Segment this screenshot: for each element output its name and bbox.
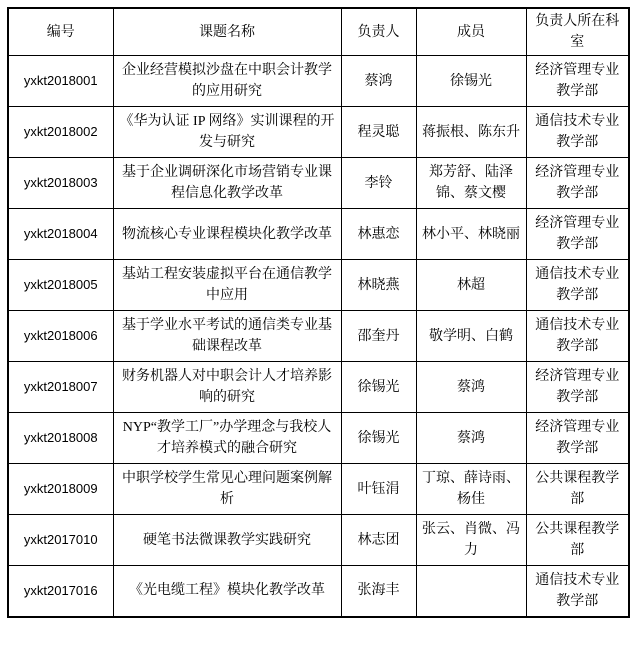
cell-title: 基于企业调研深化市场营销专业课程信息化教学改革: [113, 158, 341, 209]
table-row: [8, 158, 629, 209]
cell-dept: 经济管理专业教学部: [526, 209, 629, 260]
cell-id: yxkt2018009: [8, 464, 113, 515]
table-row: [8, 260, 629, 311]
cell-members: 郑芳舒、陆泽锦、蔡文樱: [416, 158, 526, 209]
column-header-dept: 负责人所在科室: [526, 8, 629, 56]
column-header-members: 成员: [416, 8, 526, 56]
table-row: [8, 209, 629, 260]
cell-leader: 李铃: [341, 158, 416, 209]
cell-id: yxkt2018002: [8, 107, 113, 158]
cell-id: yxkt2017010: [8, 515, 113, 566]
table-row: [8, 464, 629, 515]
cell-leader: 徐锡光: [341, 362, 416, 413]
cell-leader: 林晓燕: [341, 260, 416, 311]
table-row: [8, 362, 629, 413]
cell-title: 《华为认证 IP 网络》实训课程的开发与研究: [113, 107, 341, 158]
cell-dept: 经济管理专业教学部: [526, 362, 629, 413]
column-header-title: 课题名称: [113, 8, 341, 56]
table-row: [8, 311, 629, 362]
cell-title: 基站工程安装虚拟平台在通信教学中应用: [113, 260, 341, 311]
cell-title: 企业经营模拟沙盘在中职会计教学的应用研究: [113, 56, 341, 107]
cell-id: yxkt2018007: [8, 362, 113, 413]
cell-leader: 邵奎丹: [341, 311, 416, 362]
cell-leader: 林志团: [341, 515, 416, 566]
cell-title: 基于学业水平考试的通信类专业基础课程改革: [113, 311, 341, 362]
cell-dept: 通信技术专业教学部: [526, 566, 629, 617]
cell-title: 物流核心专业课程模块化教学改革: [113, 209, 341, 260]
project-table: [7, 7, 630, 618]
table-body: [8, 56, 629, 617]
cell-dept: 经济管理专业教学部: [526, 56, 629, 107]
cell-id: yxkt2018004: [8, 209, 113, 260]
cell-id: yxkt2018001: [8, 56, 113, 107]
cell-dept: 经济管理专业教学部: [526, 413, 629, 464]
cell-id: yxkt2018003: [8, 158, 113, 209]
header-row: [8, 8, 629, 56]
cell-title: 中职学校学生常见心理问题案例解析: [113, 464, 341, 515]
cell-dept: 公共课程教学部: [526, 515, 629, 566]
cell-title: NYP“教学工厂”办学理念与我校人才培养模式的融合研究: [113, 413, 341, 464]
column-header-id: 编号: [8, 8, 113, 56]
cell-leader: 张海丰: [341, 566, 416, 617]
cell-leader: 林惠恋: [341, 209, 416, 260]
cell-dept: 通信技术专业教学部: [526, 311, 629, 362]
cell-dept: 通信技术专业教学部: [526, 107, 629, 158]
table-row: [8, 515, 629, 566]
cell-members: 丁琼、薛诗雨、杨佳: [416, 464, 526, 515]
cell-members: 蔡鸿: [416, 413, 526, 464]
table-row: [8, 566, 629, 617]
cell-leader: 程灵聪: [341, 107, 416, 158]
cell-id: yxkt2018005: [8, 260, 113, 311]
cell-members: 张云、肖微、冯力: [416, 515, 526, 566]
cell-members: 徐锡光: [416, 56, 526, 107]
table-row: [8, 413, 629, 464]
cell-members: 林超: [416, 260, 526, 311]
cell-title: 《光电缆工程》模块化教学改革: [113, 566, 341, 617]
cell-id: yxkt2017016: [8, 566, 113, 617]
cell-members: 蔡鸿: [416, 362, 526, 413]
cell-title: 财务机器人对中职会计人才培养影响的研究: [113, 362, 341, 413]
cell-leader: 蔡鸿: [341, 56, 416, 107]
cell-leader: 徐锡光: [341, 413, 416, 464]
cell-members: 林小平、林晓丽: [416, 209, 526, 260]
table-row: [8, 56, 629, 107]
cell-members: 敬学明、白鹤: [416, 311, 526, 362]
cell-leader: 叶钰涓: [341, 464, 416, 515]
cell-dept: 公共课程教学部: [526, 464, 629, 515]
table-row: [8, 107, 629, 158]
cell-id: yxkt2018008: [8, 413, 113, 464]
cell-id: yxkt2018006: [8, 311, 113, 362]
cell-dept: 通信技术专业教学部: [526, 260, 629, 311]
cell-dept: 经济管理专业教学部: [526, 158, 629, 209]
column-header-leader: 负责人: [341, 8, 416, 56]
cell-members: [416, 566, 526, 617]
cell-members: 蒋振根、陈东升: [416, 107, 526, 158]
table-header: [8, 8, 629, 56]
cell-title: 硬笔书法微课教学实践研究: [113, 515, 341, 566]
